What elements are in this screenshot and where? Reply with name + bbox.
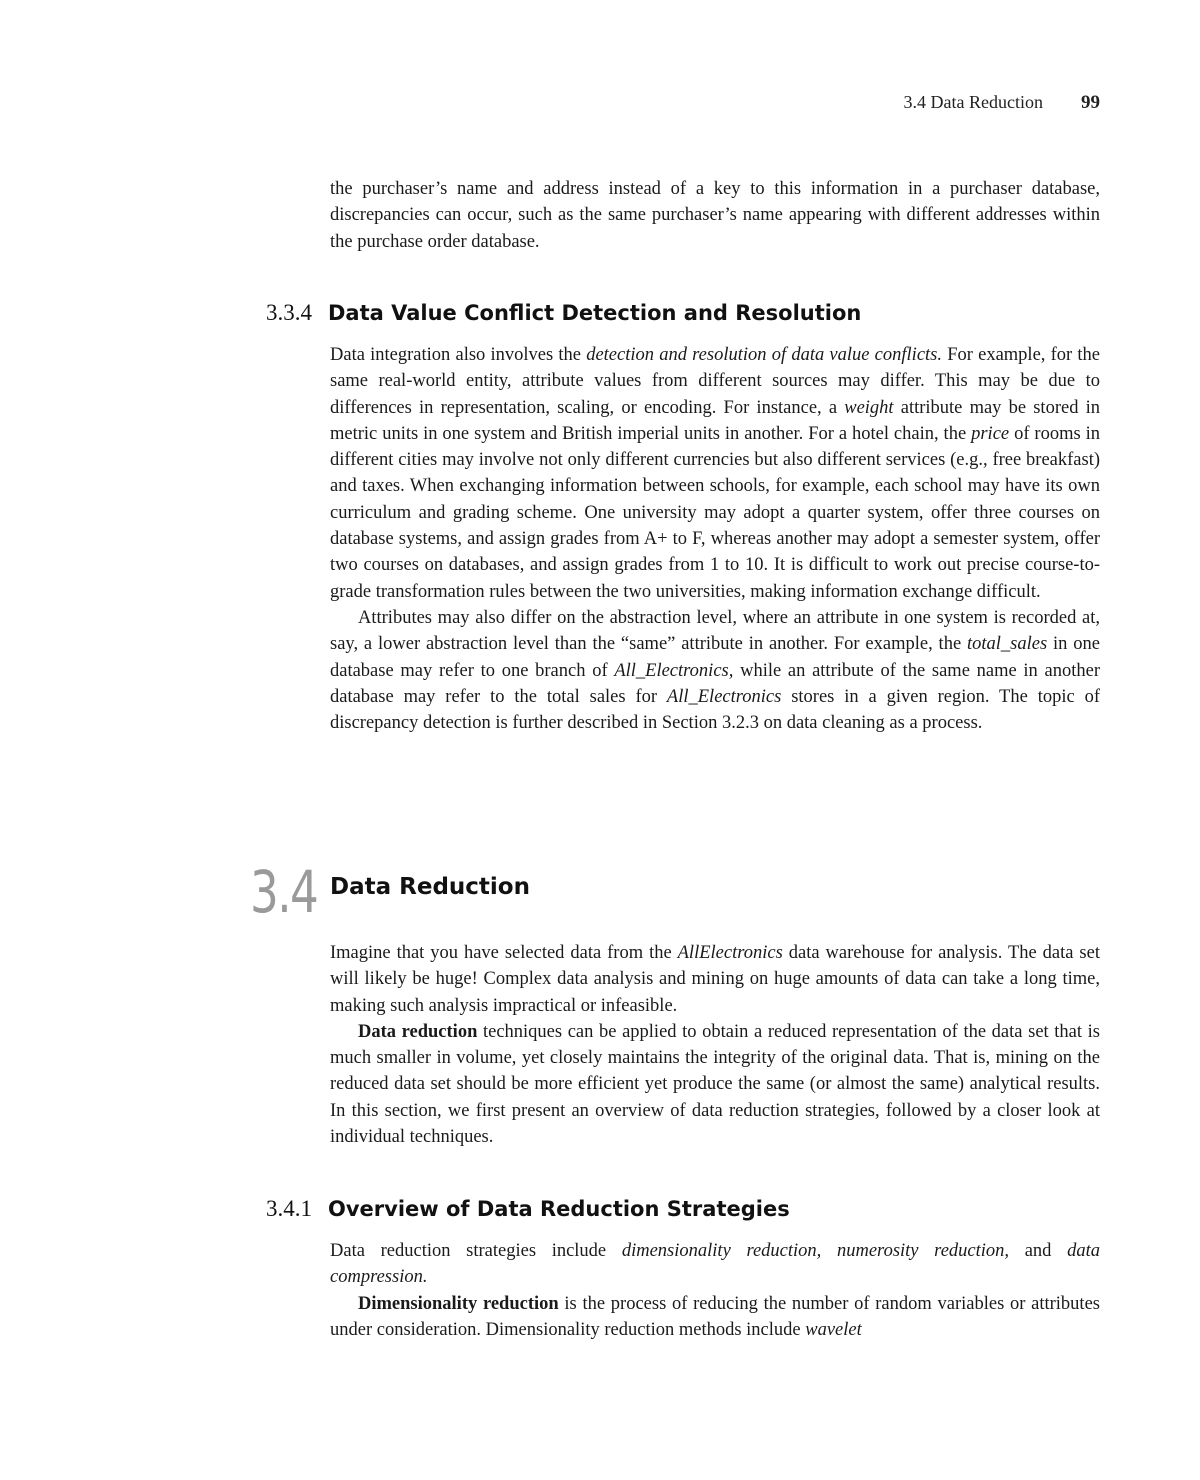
emphasis: data compression. (330, 1241, 1100, 1288)
key-term: Data reduction (358, 1021, 478, 1042)
section-3-4-body (330, 940, 1100, 1150)
section-3-3-4-body (330, 342, 1100, 736)
intro-block (330, 176, 1100, 255)
emphasis: wavelet (805, 1319, 862, 1340)
paragraph: Dimensionality reduction is the process of reducing the number of random variables or attributes under consideration. Dimensionality reduction methods include wavelet (330, 1293, 1100, 1340)
section-heading-3-3-4 (266, 300, 1126, 326)
emphasis: price (971, 423, 1010, 444)
emphasis: All_Electronics (666, 686, 782, 707)
paragraph: Attributes may also differ on the abstraction level, where an attribute in one system is recorded at, say, a lower abstraction level than the “same” attribute in another. For example, the total_sales in one database may refer to one branch of All_Electronics, while an attribute of the same name in another database may refer to the total sales for All_Electronics stores in a given region. The topic of discrepancy detection is further described in Section 3.2.3 on data cleaning as a process. (330, 607, 1100, 734)
section-number: 3.3.4 (266, 300, 312, 325)
paragraph: Data integration also involves the detection and resolution of data value conflicts. For example, for the same real-world entity, attribute values from different sources may differ. This may be due to differences in representation, scaling, or encoding. For instance, a weight attribute may be stored in metric units in one system and British imperial units in another. For a hotel chain, the price of rooms in different cities may involve not only different currencies but also different services (e.g., free breakfast) and taxes. When exchanging information between schools, for example, each school may have its own curriculum and grading scheme. One university may adopt a quarter system, offer three courses on database systems, and assign grades from A+ to F, whereas another may adopt a semester system, offer two courses on databases, and assign grades from 1 to 10. It is difficult to work out precise course-to-grade transformation rules between the two universities, making information exchange difficult. (330, 345, 1101, 602)
paragraph: Data reduction techniques can be applied to obtain a reduced representation of the data set that is much smaller in volume, yet closely maintains the integrity of the original data. That is, mining on the reduced data set should be more efficient yet produce the same (or almost the same) analytical results. In this section, we first present an overview of data reduction strategies, followed by a closer look at individual techniques. (330, 1021, 1100, 1148)
running-head-section: 3.4 Data Reduction (903, 92, 1043, 112)
section-number: 3.4.1 (266, 1196, 312, 1221)
section-heading-3-4-1 (266, 1196, 1126, 1222)
chapter-section-title: Data Reduction (330, 874, 530, 900)
section-3-4-1-body (330, 1238, 1100, 1343)
emphasis: dimensionality reduction, numerosity reduction, (621, 1241, 1010, 1261)
page-number: 99 (1081, 92, 1100, 113)
chapter-section-number: 3.4 (250, 858, 318, 926)
emphasis: AllElectronics (677, 943, 783, 963)
emphasis: detection and resolution of data value conflicts. (586, 345, 942, 365)
running-head (904, 92, 1100, 114)
emphasis: All_Electronics, (614, 660, 734, 681)
section-title: Overview of Data Reduction Strategies (328, 1197, 790, 1221)
emphasis: weight (844, 397, 894, 418)
key-term: Dimensionality reduction (358, 1293, 559, 1314)
paragraph: Data reduction strategies include dimensionality reduction, numerosity reduction, and data compression. (330, 1241, 1100, 1288)
emphasis: total_sales (967, 634, 1048, 655)
section-title: Data Value Conflict Detection and Resolution (328, 301, 862, 325)
intro-paragraph: the purchaser’s name and address instead of a key to this information in a purchaser database, discrepancies can occur, such as the same purchaser’s name appearing with different addresses within the purchase order database. (330, 179, 1100, 252)
paragraph: Imagine that you have selected data from the AllElectronics data warehouse for analysis. The data set will likely be huge! Complex data analysis and mining on huge amounts of data can take a long time, making such analysis impractical or infeasible. (330, 943, 1100, 1016)
